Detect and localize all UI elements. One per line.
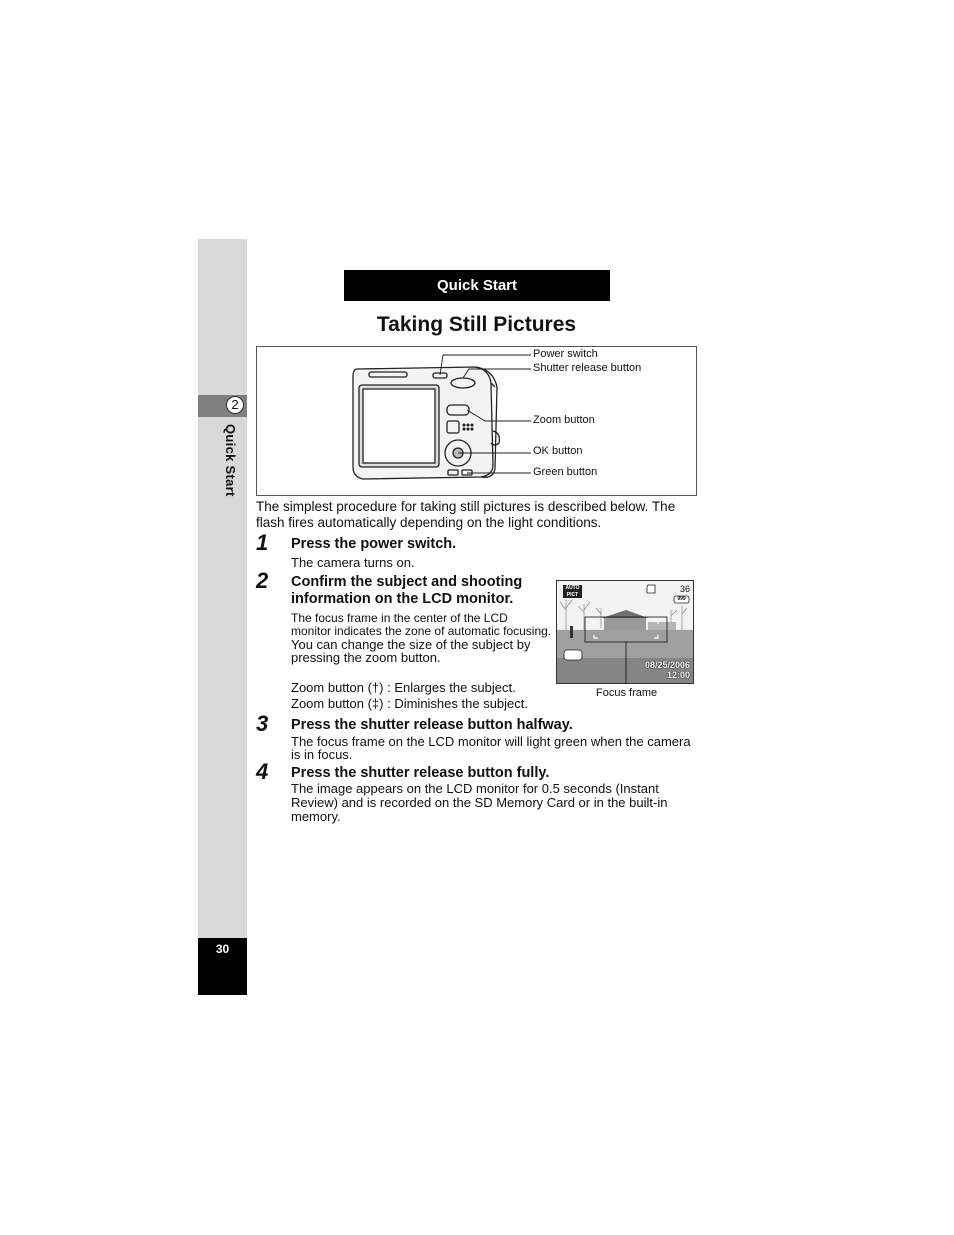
step-2-title-line1: Confirm the subject and shooting (291, 574, 523, 590)
mode-icon-line1: AUTO (565, 585, 580, 591)
chapter-label: Quick Start (223, 424, 238, 497)
callout-ok-button: OK button (533, 445, 583, 457)
step-2-body-line2: monitor indicates the zone of automatic focusing. (291, 624, 552, 638)
camera-diagram (256, 346, 697, 496)
zoom-in-description: Zoom button (†) : Enlarges the subject. (291, 680, 516, 695)
step-4-body-line2: Review) and is recorded on the SD Memory Card or in the built-in (291, 795, 668, 810)
chapter-sidebar (198, 239, 247, 938)
step-1-body: The camera turns on. (291, 555, 415, 570)
step-2-title-line2: information on the LCD monitor. (291, 591, 514, 607)
callout-shutter-release-button: Shutter release button (533, 362, 642, 374)
step-3-body-line1: The focus frame on the LCD monitor will light green when the camera (291, 734, 691, 749)
mode-icon-line2: PICT (566, 591, 579, 598)
zoom-out-description: Zoom button (‡) : Diminishes the subject. (291, 696, 528, 711)
callout-power-switch: Power switch (533, 348, 598, 360)
step-2-body-line4: pressing the zoom button. (291, 650, 441, 665)
step-3-title: Press the shutter release button halfway. (291, 717, 573, 733)
lcd-monitor-example (556, 580, 694, 684)
storage-badge: 999 (677, 596, 686, 602)
callout-zoom-button: Zoom button (533, 414, 595, 426)
section-header: Quick Start (344, 270, 610, 301)
shots-remaining: 36 (679, 584, 690, 594)
step-2-body-line1: The focus frame in the center of the LCD (291, 611, 508, 625)
step-4-number: 4 (256, 759, 269, 784)
step-1-number: 1 (256, 530, 269, 555)
page-number: 30 (215, 942, 230, 956)
step-4-title: Press the shutter release button fully. (291, 765, 550, 781)
intro-paragraph: The simplest procedure for taking still pictures is described below. The flash fires automatically depending on the light conditions. (256, 499, 676, 530)
step-3-number: 3 (256, 711, 269, 736)
step-4-body-line1: The image appears on the LCD monitor for 0.5 seconds (Instant (291, 781, 659, 796)
chapter-number: 2 (226, 396, 244, 414)
lcd-date: 08/25/2006 (644, 660, 690, 670)
step-1-title: Press the power switch. (291, 536, 457, 552)
page-title: Taking Still Pictures (376, 313, 577, 336)
focus-frame-caption: Focus frame (596, 687, 658, 699)
step-4-body-line3: memory. (291, 809, 341, 824)
sd-card-icon (647, 585, 655, 593)
step-2-number: 2 (256, 568, 269, 593)
lcd-time: 12:00 (666, 670, 690, 680)
step-3-body-line2: is in focus. (291, 747, 353, 762)
callout-green-button: Green button (533, 466, 598, 478)
shake-reduction-icon (564, 650, 582, 660)
step-2-body-line3: You can change the size of the subject by (291, 637, 531, 652)
